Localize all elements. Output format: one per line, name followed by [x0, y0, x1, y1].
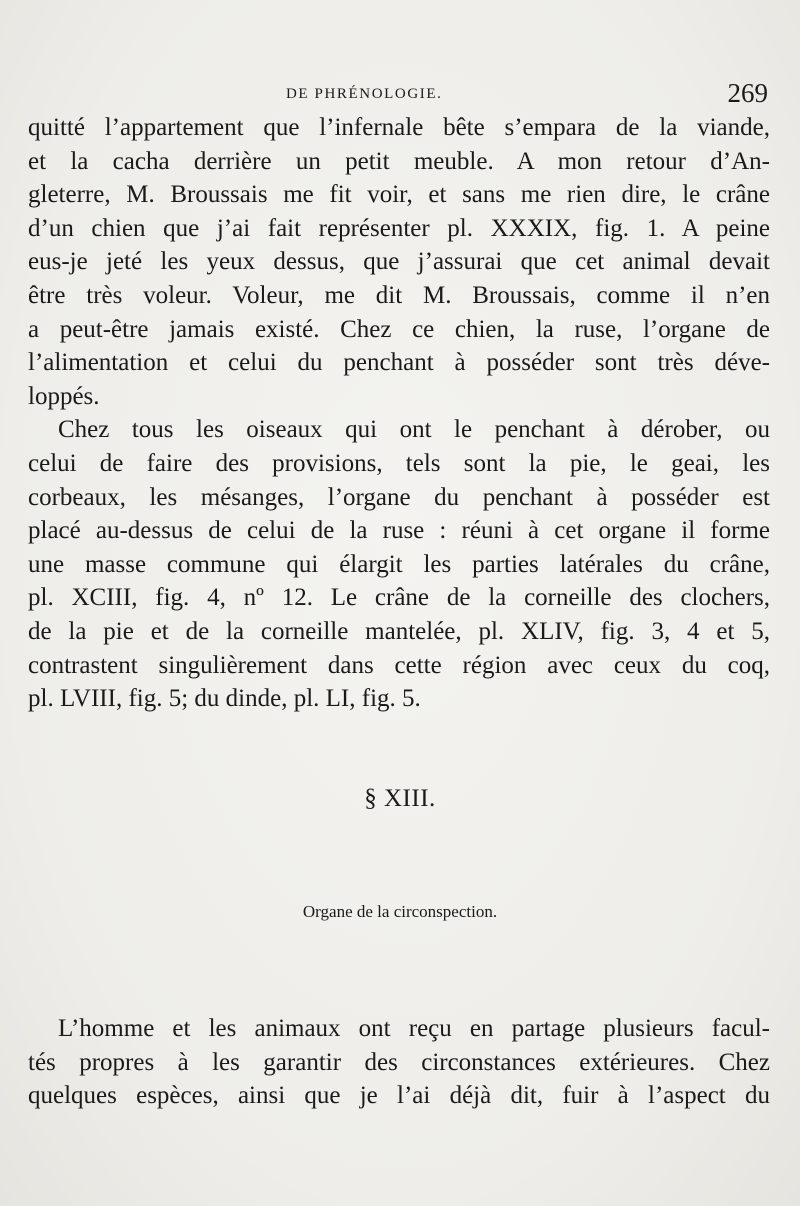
text-line: pl. LVIII, fig. 5; du dinde, pl. LI, fig. 5.: [28, 685, 421, 713]
page-number: 269: [727, 78, 768, 108]
text-line: gleterre, M. Broussais me fit voir, et sans me rien dire, le crâne: [28, 181, 770, 209]
text-line: corbeaux, les mésanges, l’organe du penchant à posséder est: [28, 483, 770, 511]
section-subtitle: Organe de la circonspection.: [302, 902, 498, 921]
text-line: d’un chien que j’ai fait représenter pl. XXXIX, fig. 1. A peine: [28, 214, 770, 242]
text-line: L’homme et les animaux ont reçu en partage plusieurs facul-: [58, 1015, 770, 1042]
text-line: loppés.: [28, 382, 100, 410]
text-line: de la pie et de la corneille mantelée, pl. XLIV, fig. 3, 4 et 5,: [28, 617, 770, 645]
section-heading: § XIII.: [364, 785, 436, 812]
text-line: placé au-dessus de celui de la ruse : réuni à cet organe il forme: [28, 517, 770, 545]
text-line: quelques espèces, ainsi que je l’ai déjà dit, fuir à l’aspect du: [28, 1082, 770, 1110]
running-head: [0, 78, 800, 112]
text-line: l’alimentation et celui du penchant à posséder sont très déve-: [28, 349, 770, 377]
text-line: tés propres à les garantir des circonstances extérieures. Chez: [28, 1048, 770, 1076]
text-line: contrastent singulièrement dans cette région avec ceux du coq,: [28, 651, 770, 679]
paragraph-1: [28, 111, 770, 413]
text-line: quitté l’appartement que l’infernale bête s’empara de la viande,: [28, 114, 770, 141]
text-line: celui de faire des provisions, tels sont la pie, le geai, les: [28, 449, 770, 477]
text-line: et la cacha derrière un petit meuble. A mon retour d’An-: [28, 147, 770, 175]
text-line: une masse commune qui élargit les parties latérales du crâne,: [28, 550, 770, 578]
text-line: Chez tous les oiseaux qui ont le penchant à dérober, ou: [58, 416, 770, 444]
section-text: [28, 1012, 770, 1113]
text-line: pl. XCIII, fig. 4, nº 12. Le crâne de la corneille des clochers,: [28, 584, 770, 612]
text-line: eus-je jeté les yeux dessus, que j’assurai que cet animal devait: [28, 248, 770, 276]
text-line: être très voleur. Voleur, me dit M. Broussais, comme il n’en: [28, 281, 770, 309]
paragraph-2: [28, 413, 770, 715]
text-line: a peut-être jamais existé. Chez ce chien, la ruse, l’organe de: [28, 315, 770, 343]
main-text: [28, 111, 770, 716]
running-title: DE PHRÉNOLOGIE.: [286, 86, 443, 102]
